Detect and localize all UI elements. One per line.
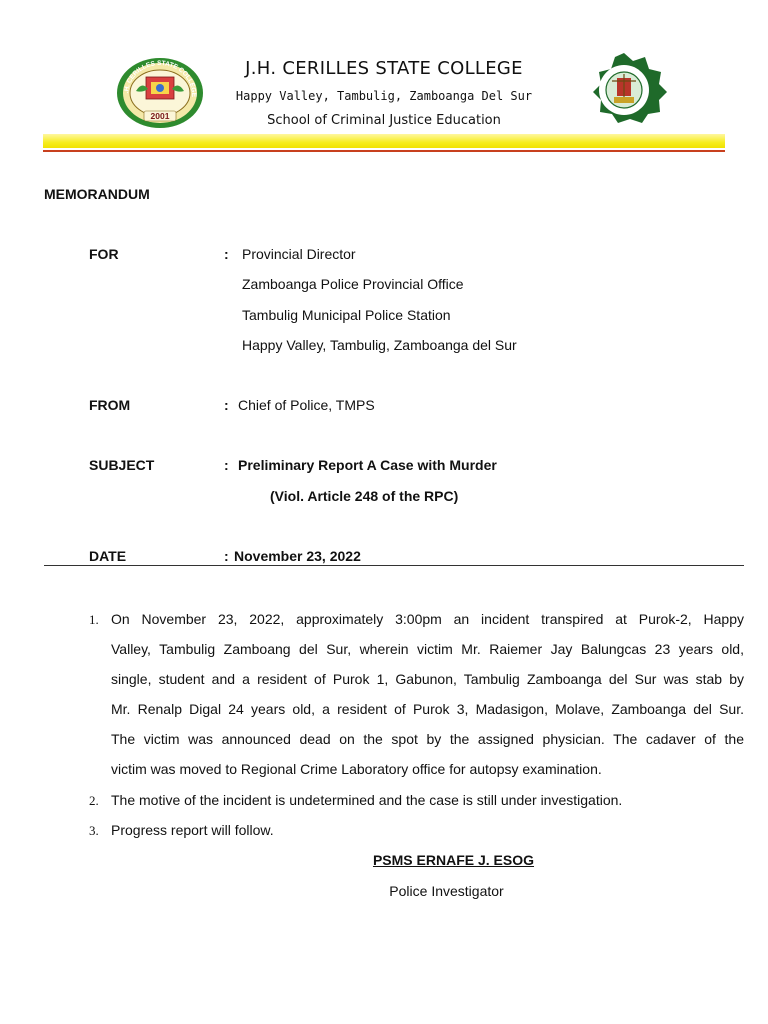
paragraph-line: single, student and a resident of Purok 1, Gabunon, Tambulig Zamboanga del Sur was stab by [111,671,744,687]
for-line: Provincial Director [242,246,356,262]
subject-line-2: (Viol. Article 248 of the RPC) [270,488,459,504]
paragraph-line: The victim was announced dead on the spot by the assigned physician. The cadaver of the [111,731,744,747]
for-colon: : [224,246,229,262]
from-label: FROM [89,397,131,413]
subject-label: SUBJECT [89,457,155,473]
paragraph-line: On November 23, 2022, approximately 3:00pm an incident transpired at Purok-2, Happy [111,611,744,627]
from-colon: : [224,397,229,413]
paragraph-line: victim was moved to Regional Crime Laboratory office for autopsy examination. [111,761,602,777]
date-label: DATE [89,548,127,564]
memo-title: MEMORANDUM [44,186,150,202]
college-address: Happy Valley, Tambulig, Zamboanga Del Sur [235,89,533,103]
item-number: 2. [89,793,99,808]
seal-year: 2001 [150,111,170,121]
paragraph-line: Valley, Tambulig Zamboang del Sur, wherein victim Mr. Raiemer Jay Balungcas 23 years old, [111,641,744,657]
date-rule [44,565,744,566]
item-number: 1. [89,612,99,627]
date-value: November 23, 2022 [234,548,361,564]
paragraph-line: Progress report will follow. [111,822,274,838]
seal-ring-text: .H. CERILLES STATE COLLEGE [123,59,198,98]
college-name: J.H. CERILLES STATE COLLEGE [245,58,523,79]
paragraph-line: Mr. Renalp Digal 24 years old, a resident of Purok 3, Madasigon, Molave, Zamboanga del Sur. [111,701,744,717]
signatory-title: Police Investigator [389,883,504,899]
date-colon: : [224,548,229,564]
item-number: 3. [89,823,99,838]
for-label: FOR [89,246,119,262]
school-name: School of Criminal Justice Education [267,113,501,128]
for-line: Happy Valley, Tambulig, Zamboanga del Sur [242,337,517,353]
header-yellow-band [43,134,725,148]
signatory-name: PSMS ERNAFE J. ESOG [372,852,535,868]
from-value: Chief of Police, TMPS [238,397,375,413]
subject-line-1: Preliminary Report A Case with Murder [238,457,497,473]
paragraph-line: The motive of the incident is undetermined and the case is still under investigation. [111,792,623,808]
for-line: Zamboanga Police Provincial Office [242,276,464,292]
subject-colon: : [224,457,229,473]
header-red-rule [43,150,725,152]
for-line: Tambulig Municipal Police Station [242,307,451,323]
